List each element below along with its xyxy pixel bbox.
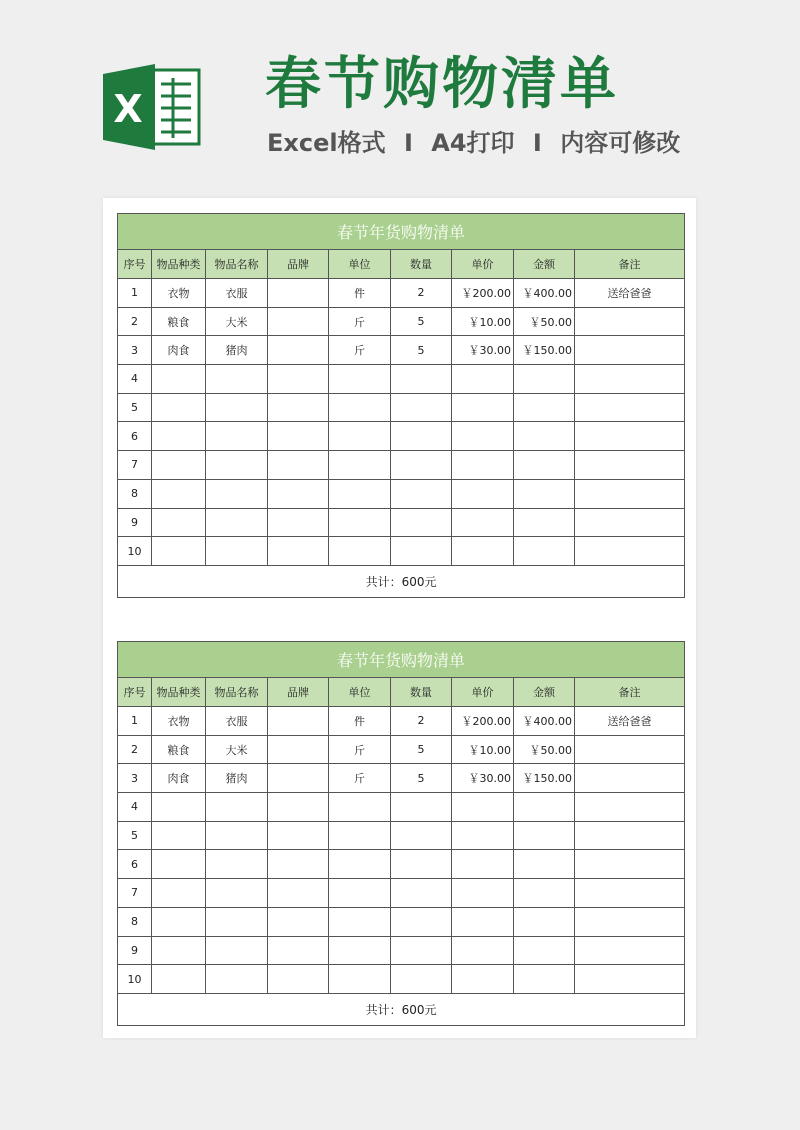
cell-unit[interactable]	[329, 365, 391, 394]
cell-category[interactable]	[152, 422, 206, 451]
cell-amount[interactable]: ￥400.00	[514, 707, 575, 736]
cell-unit-price[interactable]	[452, 537, 514, 566]
cell-brand[interactable]	[268, 907, 329, 936]
cell-brand[interactable]	[268, 365, 329, 394]
cell-quantity[interactable]	[391, 936, 452, 965]
cell-note[interactable]	[575, 879, 685, 908]
cell-amount[interactable]	[514, 479, 575, 508]
table-row	[118, 393, 685, 422]
cell-unit[interactable]: 斤	[329, 307, 391, 336]
column-header[interactable]: 单价	[452, 250, 514, 279]
column-header[interactable]: 物品种类	[152, 678, 206, 707]
cell-unit[interactable]	[329, 793, 391, 822]
cell-category[interactable]	[152, 508, 206, 537]
cell-item-name[interactable]: 大米	[206, 307, 268, 336]
column-header[interactable]: 序号	[118, 250, 152, 279]
cell-brand[interactable]	[268, 936, 329, 965]
cell-index[interactable]: 1	[118, 707, 152, 736]
cell-category[interactable]: 肉食	[152, 336, 206, 365]
cell-brand[interactable]	[268, 336, 329, 365]
total-cell[interactable]: 共计：600元	[118, 993, 685, 1025]
cell-amount[interactable]	[514, 793, 575, 822]
cell-unit[interactable]	[329, 451, 391, 480]
cell-brand[interactable]	[268, 537, 329, 566]
cell-index[interactable]: 4	[118, 793, 152, 822]
table-total-row	[118, 993, 685, 1025]
cell-item-name[interactable]: 衣服	[206, 707, 268, 736]
total-cell[interactable]: 共计：600元	[118, 565, 685, 597]
cell-index[interactable]: 5	[118, 821, 152, 850]
cell-index[interactable]: 1	[118, 279, 152, 308]
cell-item-name[interactable]	[206, 965, 268, 994]
table-row	[118, 707, 685, 736]
shopping-list-table	[117, 641, 685, 1026]
cell-unit-price[interactable]: ￥10.00	[452, 735, 514, 764]
cell-quantity[interactable]: 5	[391, 336, 452, 365]
cell-note[interactable]	[575, 735, 685, 764]
subtitle-format: Excel格式	[267, 129, 386, 157]
cell-unit[interactable]: 斤	[329, 336, 391, 365]
column-header[interactable]: 品牌	[268, 678, 329, 707]
cell-unit-price[interactable]	[452, 821, 514, 850]
cell-category[interactable]	[152, 850, 206, 879]
cell-unit[interactable]: 件	[329, 707, 391, 736]
cell-note[interactable]	[575, 850, 685, 879]
column-header[interactable]: 单位	[329, 678, 391, 707]
subtitle-separator: I	[403, 129, 413, 157]
cell-unit-price[interactable]	[452, 365, 514, 394]
table-row	[118, 479, 685, 508]
cell-note[interactable]	[575, 821, 685, 850]
cell-brand[interactable]	[268, 764, 329, 793]
excel-logo-icon	[103, 62, 203, 152]
cell-category[interactable]: 衣物	[152, 279, 206, 308]
cell-item-name[interactable]	[206, 508, 268, 537]
cell-amount[interactable]	[514, 537, 575, 566]
cell-item-name[interactable]	[206, 821, 268, 850]
column-header[interactable]: 物品种类	[152, 250, 206, 279]
cell-unit-price[interactable]	[452, 879, 514, 908]
column-header[interactable]: 单价	[452, 678, 514, 707]
table-row	[118, 936, 685, 965]
cell-unit-price[interactable]	[452, 422, 514, 451]
cell-category[interactable]	[152, 821, 206, 850]
cell-category[interactable]	[152, 365, 206, 394]
column-header[interactable]: 备注	[575, 250, 685, 279]
cell-quantity[interactable]	[391, 422, 452, 451]
cell-brand[interactable]	[268, 479, 329, 508]
cell-amount[interactable]: ￥150.00	[514, 764, 575, 793]
table-row	[118, 879, 685, 908]
cell-category[interactable]: 粮食	[152, 735, 206, 764]
cell-note[interactable]	[575, 479, 685, 508]
cell-index[interactable]: 8	[118, 907, 152, 936]
cell-quantity[interactable]	[391, 508, 452, 537]
table-title[interactable]: 春节年货购物清单	[118, 642, 685, 678]
cell-amount[interactable]: ￥400.00	[514, 279, 575, 308]
subtitle-editable: 内容可修改	[560, 129, 681, 157]
cell-index[interactable]: 9	[118, 508, 152, 537]
cell-brand[interactable]	[268, 735, 329, 764]
table-row	[118, 422, 685, 451]
table-row	[118, 965, 685, 994]
shopping-list-table	[117, 213, 685, 598]
column-header[interactable]: 金额	[514, 250, 575, 279]
column-header[interactable]: 备注	[575, 678, 685, 707]
cell-item-name[interactable]	[206, 479, 268, 508]
cell-brand[interactable]	[268, 707, 329, 736]
cell-index[interactable]: 3	[118, 764, 152, 793]
column-header[interactable]: 单位	[329, 250, 391, 279]
cell-unit[interactable]	[329, 821, 391, 850]
cell-item-name[interactable]	[206, 537, 268, 566]
column-header[interactable]: 序号	[118, 678, 152, 707]
cell-amount[interactable]	[514, 508, 575, 537]
cell-quantity[interactable]: 5	[391, 764, 452, 793]
cell-quantity[interactable]: 2	[391, 279, 452, 308]
cell-note[interactable]	[575, 365, 685, 394]
table-row	[118, 365, 685, 394]
table-row	[118, 279, 685, 308]
cell-index[interactable]: 2	[118, 307, 152, 336]
table-title[interactable]: 春节年货购物清单	[118, 214, 685, 250]
cell-index[interactable]: 5	[118, 393, 152, 422]
cell-unit[interactable]	[329, 965, 391, 994]
cell-unit-price[interactable]	[452, 508, 514, 537]
cell-note[interactable]	[575, 451, 685, 480]
table-header-row	[118, 250, 685, 279]
cell-item-name[interactable]: 衣服	[206, 279, 268, 308]
cell-unit-price[interactable]	[452, 793, 514, 822]
cell-index[interactable]: 3	[118, 336, 152, 365]
cell-note[interactable]	[575, 936, 685, 965]
cell-note[interactable]	[575, 422, 685, 451]
cell-item-name[interactable]: 大米	[206, 735, 268, 764]
cell-item-name[interactable]: 猪肉	[206, 336, 268, 365]
cell-note[interactable]	[575, 336, 685, 365]
cell-note[interactable]	[575, 907, 685, 936]
cell-amount[interactable]	[514, 451, 575, 480]
cell-index[interactable]: 7	[118, 451, 152, 480]
cell-category[interactable]	[152, 537, 206, 566]
cell-index[interactable]: 4	[118, 365, 152, 394]
table-row	[118, 821, 685, 850]
cell-unit[interactable]	[329, 879, 391, 908]
cell-amount[interactable]	[514, 907, 575, 936]
cell-brand[interactable]	[268, 451, 329, 480]
cell-unit[interactable]	[329, 850, 391, 879]
cell-amount[interactable]	[514, 879, 575, 908]
subtitle-separator: I	[532, 129, 542, 157]
cell-amount[interactable]: ￥50.00	[514, 735, 575, 764]
cell-index[interactable]: 8	[118, 479, 152, 508]
cell-unit-price[interactable]: ￥30.00	[452, 336, 514, 365]
cell-item-name[interactable]: 猪肉	[206, 764, 268, 793]
cell-item-name[interactable]	[206, 879, 268, 908]
cell-brand[interactable]	[268, 821, 329, 850]
cell-note[interactable]	[575, 307, 685, 336]
cell-quantity[interactable]: 2	[391, 707, 452, 736]
cell-unit-price[interactable]: ￥200.00	[452, 279, 514, 308]
cell-quantity[interactable]	[391, 793, 452, 822]
cell-amount[interactable]	[514, 393, 575, 422]
table-row	[118, 735, 685, 764]
cell-unit[interactable]: 斤	[329, 735, 391, 764]
cell-quantity[interactable]	[391, 365, 452, 394]
cell-quantity[interactable]	[391, 907, 452, 936]
cell-index[interactable]: 10	[118, 537, 152, 566]
cell-category[interactable]: 衣物	[152, 707, 206, 736]
cell-note[interactable]	[575, 965, 685, 994]
page-header	[0, 0, 800, 200]
cell-unit[interactable]: 斤	[329, 764, 391, 793]
cell-note[interactable]	[575, 537, 685, 566]
cell-note[interactable]	[575, 764, 685, 793]
cell-index[interactable]: 6	[118, 850, 152, 879]
table-row	[118, 307, 685, 336]
cell-category[interactable]	[152, 793, 206, 822]
table-total-row	[118, 565, 685, 597]
column-header[interactable]: 物品名称	[206, 678, 268, 707]
cell-quantity[interactable]	[391, 821, 452, 850]
table-header-row	[118, 678, 685, 707]
cell-category[interactable]	[152, 393, 206, 422]
cell-brand[interactable]	[268, 793, 329, 822]
cell-amount[interactable]	[514, 936, 575, 965]
cell-quantity[interactable]	[391, 393, 452, 422]
cell-category[interactable]: 粮食	[152, 307, 206, 336]
cell-brand[interactable]	[268, 307, 329, 336]
cell-unit-price[interactable]: ￥30.00	[452, 764, 514, 793]
cell-brand[interactable]	[268, 422, 329, 451]
cell-amount[interactable]	[514, 850, 575, 879]
cell-unit[interactable]	[329, 422, 391, 451]
cell-category[interactable]	[152, 879, 206, 908]
cell-unit[interactable]	[329, 508, 391, 537]
column-header[interactable]: 数量	[391, 250, 452, 279]
table-title-row	[118, 642, 685, 678]
cell-item-name[interactable]	[206, 393, 268, 422]
cell-note[interactable]	[575, 508, 685, 537]
cell-index[interactable]: 2	[118, 735, 152, 764]
table-row	[118, 508, 685, 537]
cell-amount[interactable]	[514, 965, 575, 994]
cell-category[interactable]	[152, 907, 206, 936]
cell-item-name[interactable]	[206, 907, 268, 936]
cell-unit-price[interactable]	[452, 393, 514, 422]
table-row	[118, 764, 685, 793]
cell-unit-price[interactable]	[452, 479, 514, 508]
cell-amount[interactable]: ￥50.00	[514, 307, 575, 336]
excel-logo-letter: X	[113, 87, 143, 131]
cell-unit-price[interactable]	[452, 965, 514, 994]
cell-index[interactable]: 10	[118, 965, 152, 994]
cell-brand[interactable]	[268, 279, 329, 308]
table-row	[118, 451, 685, 480]
cell-brand[interactable]	[268, 879, 329, 908]
page-subtitle	[267, 128, 680, 158]
column-header[interactable]: 金额	[514, 678, 575, 707]
cell-unit[interactable]	[329, 393, 391, 422]
cell-unit[interactable]: 件	[329, 279, 391, 308]
cell-category[interactable]: 肉食	[152, 764, 206, 793]
cell-unit-price[interactable]	[452, 907, 514, 936]
cell-note[interactable]: 送给爸爸	[575, 279, 685, 308]
cell-quantity[interactable]	[391, 537, 452, 566]
column-header[interactable]: 物品名称	[206, 250, 268, 279]
cell-category[interactable]	[152, 479, 206, 508]
cell-unit[interactable]	[329, 537, 391, 566]
cell-quantity[interactable]	[391, 451, 452, 480]
cell-unit-price[interactable]	[452, 936, 514, 965]
cell-note[interactable]	[575, 793, 685, 822]
cell-quantity[interactable]: 5	[391, 307, 452, 336]
cell-quantity[interactable]	[391, 850, 452, 879]
cell-brand[interactable]	[268, 965, 329, 994]
cell-unit-price[interactable]: ￥200.00	[452, 707, 514, 736]
cell-category[interactable]	[152, 451, 206, 480]
table-title-row	[118, 214, 685, 250]
cell-amount[interactable]	[514, 422, 575, 451]
cell-unit-price[interactable]	[452, 451, 514, 480]
table-row	[118, 537, 685, 566]
subtitle-print: A4打印	[431, 129, 515, 157]
cell-unit-price[interactable]: ￥10.00	[452, 307, 514, 336]
cell-item-name[interactable]	[206, 422, 268, 451]
cell-index[interactable]: 7	[118, 879, 152, 908]
table-row	[118, 907, 685, 936]
cell-amount[interactable]	[514, 365, 575, 394]
cell-quantity[interactable]	[391, 879, 452, 908]
table-row	[118, 793, 685, 822]
page-title: 春节购物清单	[265, 52, 619, 117]
cell-quantity[interactable]	[391, 479, 452, 508]
cell-quantity[interactable]: 5	[391, 735, 452, 764]
cell-category[interactable]	[152, 936, 206, 965]
column-header[interactable]: 数量	[391, 678, 452, 707]
cell-unit[interactable]	[329, 936, 391, 965]
cell-item-name[interactable]	[206, 793, 268, 822]
cell-note[interactable]	[575, 393, 685, 422]
column-header[interactable]: 品牌	[268, 250, 329, 279]
table-row	[118, 850, 685, 879]
cell-unit[interactable]	[329, 479, 391, 508]
cell-unit-price[interactable]	[452, 850, 514, 879]
cell-item-name[interactable]	[206, 451, 268, 480]
cell-brand[interactable]	[268, 508, 329, 537]
cell-amount[interactable]	[514, 821, 575, 850]
cell-unit[interactable]	[329, 907, 391, 936]
cell-item-name[interactable]	[206, 365, 268, 394]
cell-item-name[interactable]	[206, 850, 268, 879]
cell-index[interactable]: 9	[118, 936, 152, 965]
cell-note[interactable]: 送给爸爸	[575, 707, 685, 736]
cell-amount[interactable]: ￥150.00	[514, 336, 575, 365]
cell-index[interactable]: 6	[118, 422, 152, 451]
table-row	[118, 336, 685, 365]
cell-quantity[interactable]	[391, 965, 452, 994]
cell-item-name[interactable]	[206, 936, 268, 965]
cell-category[interactable]	[152, 965, 206, 994]
cell-brand[interactable]	[268, 850, 329, 879]
cell-brand[interactable]	[268, 393, 329, 422]
